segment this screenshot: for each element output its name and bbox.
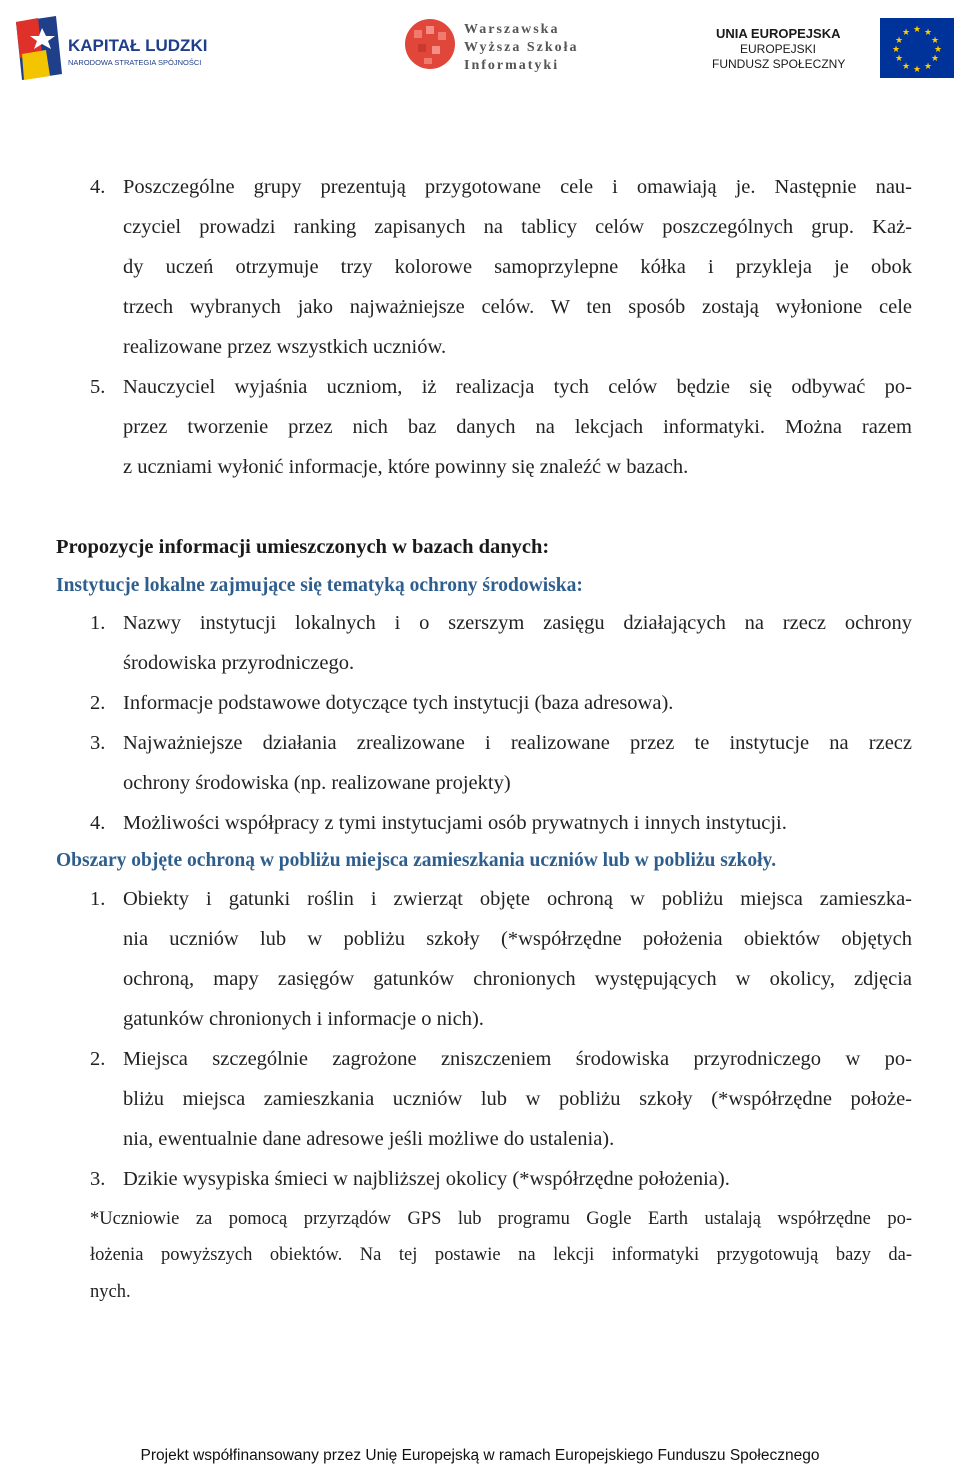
paragraph-line: Poszczególne grupy prezentują przygotowane cele i omawiają je. Następnie nau- — [123, 176, 912, 198]
list-number: 1. — [90, 888, 106, 910]
kapital-ludzki-subtitle: NARODOWA STRATEGIA SPÓJNOŚCI — [68, 58, 202, 67]
paragraph-line: dy uczeń otrzymuje trzy kolorowe samoprzylepne kółka i przykleja je obok — [123, 256, 912, 278]
subsection-heading: Instytucje lokalne zajmujące się tematyką ochrony środowiska: — [56, 575, 583, 596]
wwsi-line-3: Informatyki — [464, 58, 560, 73]
list-item: bliżu miejsca zamieszkania uczniów lub w pobliżu szkoły (*współrzędne położe- — [123, 1088, 912, 1110]
svg-text:★: ★ — [930, 36, 940, 46]
wwsi-line-1: Warszawska — [464, 22, 560, 37]
svg-text:★: ★ — [912, 65, 922, 75]
ue-line-3: FUNDUSZ SPOŁECZNY — [712, 57, 846, 71]
svg-text:★: ★ — [901, 62, 911, 72]
wwsi-emblem-icon — [404, 18, 456, 70]
eu-flag-icon — [880, 18, 954, 78]
list-item: Najważniejsze działania zrealizowane i realizowane przez te instytucje na rzecz — [123, 732, 912, 754]
ue-line-1: UNIA EUROPEJSKA — [716, 26, 841, 41]
svg-text:★: ★ — [923, 62, 933, 72]
list-number: 1. — [90, 612, 106, 634]
list-item: ochroną, mapy zasięgów gatunków chronionych występujących w okolicy, zdjęcia — [123, 968, 912, 990]
svg-text:★: ★ — [923, 28, 933, 38]
ue-logo — [710, 16, 956, 82]
list-item: Dzikie wysypiska śmieci w najbliższej okolicy (*współrzędne położenia). — [123, 1168, 730, 1190]
paragraph-line: czyciel prowadzi ranking zapisanych na tablicy celów poszczególnych grup. Każ- — [123, 216, 912, 238]
svg-text:★: ★ — [930, 54, 940, 64]
list-item: nia, ewentualnie dane adresowe jeśli możliwe do ustalenia). — [123, 1128, 615, 1150]
list-number: 3. — [90, 1168, 106, 1190]
kapital-ludzki-title: KAPITAŁ LUDZKI — [68, 36, 208, 55]
wwsi-logo — [402, 16, 602, 76]
header-logos — [0, 0, 960, 100]
svg-text:★: ★ — [894, 54, 904, 64]
paragraph-line: z uczniami wyłonić informacje, które powinny się znaleźć w bazach. — [123, 456, 689, 478]
list-item: Informacje podstawowe dotyczące tych instytucji (baza adresowa). — [123, 692, 674, 714]
kapital-ludzki-logo — [12, 14, 222, 84]
list-item: środowiska przyrodniczego. — [123, 652, 355, 674]
svg-text:★: ★ — [891, 45, 901, 55]
subsection-heading: Obszary objęte ochroną w pobliżu miejsca zamieszkania uczniów lub w pobliżu szkoły. — [56, 850, 777, 871]
paragraph-line: trzech wybranych jako najważniejsze celów. W ten sposób zostają wyłonione cele — [123, 296, 912, 318]
list-item: gatunków chronionych i informacje o nich). — [123, 1008, 484, 1030]
list-number: 2. — [90, 692, 106, 714]
page-footer: Projekt współfinansowany przez Unię Europejską w ramach Europejskiego Funduszu Społecznego — [140, 1447, 820, 1464]
list-number: 4. — [90, 812, 106, 834]
svg-text:★: ★ — [933, 45, 943, 55]
list-item: Miejsca szczególnie zagrożone zniszczeniem środowiska przyrodniczego w po- — [123, 1048, 912, 1070]
paragraph-line: przez tworzenie przez nich baz danych na lekcjach informatyki. Można razem — [123, 416, 912, 438]
list-number: 5. — [90, 376, 106, 398]
list-item: nia uczniów lub w pobliżu szkoły (*współrzędne położenia obiektów objętych — [123, 928, 912, 950]
section-heading: Propozycje informacji umieszczonych w bazach danych: — [56, 536, 550, 558]
list-number: 4. — [90, 176, 106, 198]
kapital-ludzki-emblem-icon — [12, 14, 72, 84]
list-item: Nazwy instytucji lokalnych i o szerszym zasięgu działających na rzecz ochrony — [123, 612, 912, 634]
footnote-line: nych. — [90, 1282, 131, 1302]
list-item: Obiekty i gatunki roślin i zwierząt objęte ochroną w pobliżu miejsca zamieszka- — [123, 888, 912, 910]
list-item: ochrony środowiska (np. realizowane projekty) — [123, 772, 511, 794]
footnote-line: *Uczniowie za pomocą przyrządów GPS lub programu Gogle Earth ustalają współrzędne po- — [90, 1209, 912, 1229]
svg-text:★: ★ — [901, 28, 911, 38]
paragraph-line: realizowane przez wszystkich uczniów. — [123, 336, 447, 358]
footnote-line: łożenia powyższych obiektów. Na tej postawie na lekcji informatyki przygotowują bazy da- — [90, 1245, 912, 1265]
list-item: Możliwości współpracy z tymi instytucjami osób prywatnych i innych instytucji. — [123, 812, 787, 834]
paragraph-line: Nauczyciel wyjaśnia uczniom, iż realizacja tych celów będzie się odbywać po- — [123, 376, 912, 398]
list-number: 2. — [90, 1048, 106, 1070]
list-number: 3. — [90, 732, 106, 754]
svg-text:★: ★ — [894, 36, 904, 46]
ue-line-2: EUROPEJSKI — [740, 42, 817, 56]
svg-text:★: ★ — [912, 25, 922, 35]
wwsi-line-2: Wyższa Szkoła — [464, 40, 579, 55]
